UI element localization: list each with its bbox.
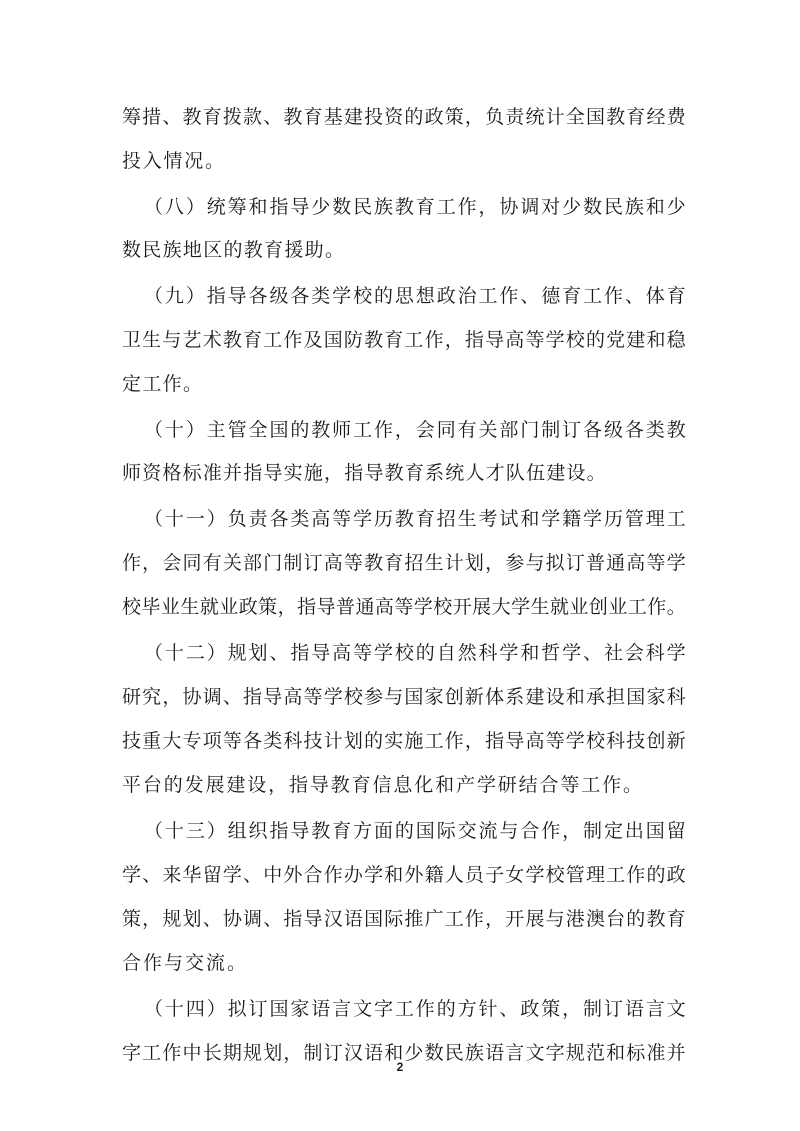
line-text: 数 民 族 地 区 的 教 育 援 助 。 [122,238,344,261]
text-line [0,943,800,979]
text-line [0,230,800,266]
line-text: 字 工 作 中 长 期 规 划 ， 制 订 汉 语 和 少 数 民 族 语 言 文 字 规 范 和 标 准 并 [122,1041,686,1064]
text-line [0,765,800,801]
line-text: 投 入 情 况 。 [122,149,225,172]
text-line [0,587,800,623]
line-text: 学 、 来 华 留 学 、 中 外 合 作 办 学 和 外 籍 人 员 子 女 学 校 管 理 工 作 的 政 [122,863,686,886]
text-line [0,899,800,935]
line-text: 筹 措 、 教 育 拨 款 、 教 育 基 建 投 资 的 政 策 ， 负 责 统 计 全 国 教 育 经 费 [122,105,686,128]
line-text: （ 八 ） 统 筹 和 指 导 少 数 民 族 教 育 工 作 ， 协 调 对 少 数 民 族 和 少 [144,195,686,218]
text-line [0,141,800,177]
paragraph-first-line [0,187,800,223]
line-text: （ 十 二 ） 规 划 、 指 导 高 等 学 校 的 自 然 科 学 和 哲 学 、 社 会 科 学 [144,641,686,664]
line-text: 技 重 大 专 项 等 各 类 科 技 计 划 的 实 施 工 作 ， 指 导 高 等 学 校 科 技 创 新 [122,729,686,752]
line-text: 定 工 作 。 [122,372,202,395]
line-text: 校 毕 业 生 就 业 政 策 ， 指 导 普 通 高 等 学 校 开 展 大 学 生 就 业 创 业 工 作 。 [122,595,686,618]
paragraph-first-line [0,633,800,669]
paragraph-first-line [0,499,800,535]
line-text: 策 ， 规 划 、 协 调 、 指 导 汉 语 国 际 推 广 工 作 ， 开 展 与 港 澳 台 的 教 育 [122,907,686,930]
text-line [0,677,800,713]
line-text: （ 十 四 ） 拟 订 国 家 语 言 文 字 工 作 的 方 针 、 政 策 ， 制 订 语 言 文 [144,997,686,1020]
line-text: 研 究 ， 协 调 、 指 导 高 等 学 校 参 与 国 家 创 新 体 系 建 设 和 承 担 国 家 科 [122,685,686,708]
line-text: 师 资 格 标 准 并 指 导 实 施 ， 指 导 教 育 系 统 人 才 队 伍 建 设 。 [122,461,606,484]
line-text: 平 台 的 发 展 建 设 ， 指 导 教 育 信 息 化 和 产 学 研 结 合 等 工 作 。 [122,773,643,796]
page-number: 2 [396,1060,404,1074]
paragraph-first-line [0,276,800,312]
line-text: （ 十 一 ） 负 责 各 类 高 等 学 历 教 育 招 生 考 试 和 学 籍 学 历 管 理 工 [144,507,686,530]
text-line [0,721,800,757]
text-line [0,855,800,891]
text-line [0,453,800,489]
line-text: （ 十 ） 主 管 全 国 的 教 师 工 作 ， 会 同 有 关 部 门 制 订 各 级 各 类 教 [144,418,686,441]
text-line [0,320,800,356]
line-text: 作 ， 会 同 有 关 部 门 制 订 高 等 教 育 招 生 计 划 ， 参 与 拟 订 普 通 高 等 学 [122,551,686,574]
line-text: 合 作 与 交 流 。 [122,951,247,974]
paragraph-first-line [0,811,800,847]
line-text: （ 九 ） 指 导 各 级 各 类 学 校 的 思 想 政 治 工 作 、 德 育 工 作 、 体 育 [144,284,686,307]
paragraph-first-line [0,410,800,446]
text-line [0,97,800,133]
paragraph-first-line [0,989,800,1025]
line-text: 卫 生 与 艺 术 教 育 工 作 及 国 防 教 育 工 作 ， 指 导 高 等 学 校 的 党 建 和 稳 [122,328,686,351]
text-line [0,364,800,400]
text-line [0,543,800,579]
line-text: （ 十 三 ） 组 织 指 导 教 育 方 面 的 国 际 交 流 与 合 作 ， 制 定 出 国 留 [144,819,686,842]
